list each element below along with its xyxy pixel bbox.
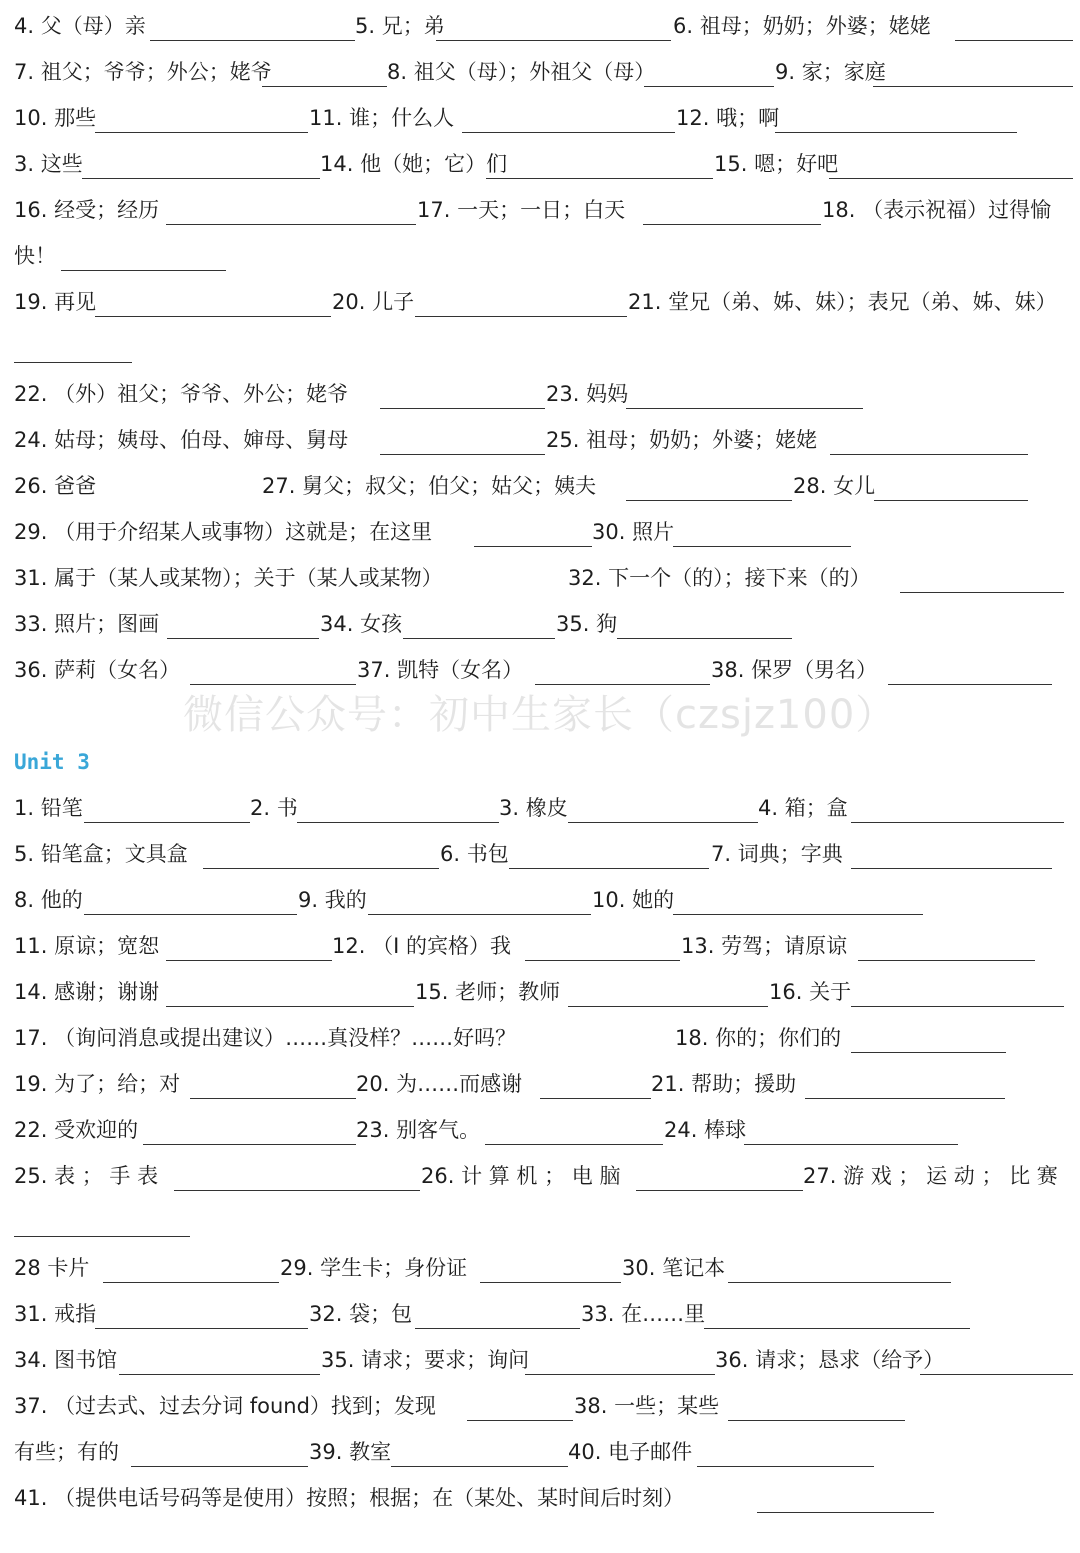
answer-blank[interactable] <box>297 822 499 823</box>
vocab-prompt: 29. 学生卡；身份证 <box>280 1256 468 1280</box>
answer-blank[interactable] <box>380 408 545 409</box>
vocab-prompt: 41. （提供电话号码等是使用）按照；根据；在（某处、某时间后时刻） <box>14 1486 685 1510</box>
answer-blank[interactable] <box>485 1144 663 1145</box>
worksheet-row <box>0 142 1080 188</box>
answer-blank[interactable] <box>14 1236 190 1237</box>
answer-blank[interactable] <box>704 1328 970 1329</box>
vocab-prompt: 4. 箱；盒 <box>758 796 848 820</box>
worksheet-row <box>0 924 1080 970</box>
answer-blank[interactable] <box>851 822 1064 823</box>
vocab-prompt: 12. 哦；啊 <box>676 106 780 130</box>
vocab-prompt: 9. 我的 <box>298 888 367 912</box>
vocab-prompt: 35. 请求；要求；询问 <box>321 1348 530 1372</box>
vocab-prompt: 32. 袋；包 <box>309 1302 413 1326</box>
vocab-prompt: 14. 感谢；谢谢 <box>14 980 160 1004</box>
vocab-prompt: 1. 铅笔 <box>14 796 83 820</box>
worksheet-row <box>0 234 1080 280</box>
answer-blank[interactable] <box>830 454 1028 455</box>
answer-blank[interactable] <box>166 960 332 961</box>
vocab-prompt: 33. 照片；图画 <box>14 612 160 636</box>
vocab-prompt: 27. 游 戏 ； 运 动 ； 比 赛 <box>803 1164 1058 1188</box>
answer-blank[interactable] <box>955 40 1073 41</box>
answer-blank[interactable] <box>900 592 1064 593</box>
answer-blank[interactable] <box>858 960 1035 961</box>
vocab-prompt: 21. 帮助；援助 <box>651 1072 797 1096</box>
vocab-prompt: 39. 教室 <box>309 1440 392 1464</box>
vocab-prompt: 15. 老师；教师 <box>415 980 561 1004</box>
vocab-prompt: 30. 笔记本 <box>622 1256 726 1280</box>
worksheet-row <box>0 1338 1080 1384</box>
vocab-prompt: 8. 他的 <box>14 888 83 912</box>
answer-blank[interactable] <box>391 1466 568 1467</box>
answer-blank[interactable] <box>644 86 774 87</box>
vocab-prompt: 5. 兄；弟 <box>355 14 445 38</box>
vocab-prompt: 7. 祖父；爷爷；外公；姥爷 <box>14 60 272 84</box>
worksheet-row <box>0 832 1080 878</box>
vocab-prompt: 34. 女孩 <box>320 612 403 636</box>
vocab-prompt: 20. 儿子 <box>332 290 415 314</box>
vocab-prompt: 34. 图书馆 <box>14 1348 118 1372</box>
watermark: 微信公众号：初中生家长（czsjz100） <box>183 692 897 738</box>
vocab-prompt: 20. 为……而感谢 <box>356 1072 523 1096</box>
vocab-prompt: 22. （外）祖父；爷爷、外公；姥爷 <box>14 382 349 406</box>
vocab-prompt: 7. 词典；字典 <box>711 842 843 866</box>
answer-blank[interactable] <box>467 1420 573 1421</box>
vocab-prompt: 28. 女儿 <box>793 474 876 498</box>
vocab-prompt: 33. 在……里 <box>581 1302 706 1326</box>
vocab-prompt: 36. 萨莉（女名） <box>14 658 181 682</box>
vocab-prompt: 18. （表示祝福）过得愉 <box>822 198 1052 222</box>
vocab-prompt: 有些；有的 <box>14 1440 119 1464</box>
worksheet-row <box>0 1476 1080 1522</box>
worksheet-row <box>0 326 1080 372</box>
answer-blank[interactable] <box>829 178 1073 179</box>
vocab-prompt: 23. 别客气。 <box>356 1118 481 1142</box>
answer-blank[interactable] <box>540 1098 651 1099</box>
worksheet-row <box>0 510 1080 556</box>
vocab-prompt: 10. 她的 <box>592 888 675 912</box>
answer-blank[interactable] <box>474 546 592 547</box>
vocab-prompt: 30. 照片 <box>592 520 675 544</box>
worksheet-row <box>0 188 1080 234</box>
answer-blank[interactable] <box>486 178 713 179</box>
answer-blank[interactable] <box>95 1328 308 1329</box>
answer-blank[interactable] <box>888 684 1052 685</box>
worksheet-row <box>0 970 1080 1016</box>
answer-blank[interactable] <box>728 1420 905 1421</box>
answer-blank[interactable] <box>166 1006 414 1007</box>
answer-blank[interactable] <box>415 1328 580 1329</box>
answer-blank[interactable] <box>415 316 627 317</box>
vocab-prompt: 14. 他（她；它）们 <box>320 152 508 176</box>
vocab-prompt: 24. 姑母；姨母、伯母、婶母、舅母 <box>14 428 349 452</box>
answer-blank[interactable] <box>167 638 319 639</box>
vocab-prompt: 快！ <box>14 244 56 268</box>
answer-blank[interactable] <box>525 1374 715 1375</box>
answer-blank[interactable] <box>190 1098 356 1099</box>
answer-blank[interactable] <box>174 1190 420 1191</box>
worksheet-row <box>0 1292 1080 1338</box>
answer-blank[interactable] <box>143 1144 356 1145</box>
vocab-prompt: 25. 祖母；奶奶；外婆；姥姥 <box>546 428 818 452</box>
answer-blank[interactable] <box>673 546 851 547</box>
answer-blank[interactable] <box>873 86 1073 87</box>
vocab-prompt: 4. 父（母）亲 <box>14 14 146 38</box>
vocab-prompt: 38. 一些；某些 <box>574 1394 720 1418</box>
vocab-prompt: 15. 嗯；好吧 <box>714 152 839 176</box>
worksheet-row <box>0 1016 1080 1062</box>
vocab-prompt: 8. 祖父（母）；外祖父（母） <box>387 60 656 84</box>
vocab-prompt: 31. 属于（某人或某物）；关于（某人或某物） <box>14 566 443 590</box>
answer-blank[interactable] <box>262 86 387 87</box>
vocab-prompt: 12. （I 的宾格）我 <box>332 934 511 958</box>
vocab-prompt: 6. 书包 <box>440 842 509 866</box>
vocab-prompt: 2. 书 <box>250 796 298 820</box>
worksheet-row <box>0 878 1080 924</box>
vocab-prompt: 31. 戒指 <box>14 1302 97 1326</box>
vocab-prompt: 38. 保罗（男名） <box>711 658 878 682</box>
vocab-prompt: 28 卡片 <box>14 1256 90 1280</box>
answer-blank[interactable] <box>82 178 320 179</box>
worksheet-row <box>0 1200 1080 1246</box>
worksheet-row <box>0 50 1080 96</box>
answer-blank[interactable] <box>851 1052 1006 1053</box>
answer-blank[interactable] <box>728 1282 951 1283</box>
answer-blank[interactable] <box>744 1144 958 1145</box>
answer-blank[interactable] <box>131 1466 308 1467</box>
vocab-prompt: 36. 请求；恳求（给予） <box>715 1348 945 1372</box>
vocab-prompt: 27. 舅父；叔父；伯父；姑父；姨夫 <box>262 474 597 498</box>
vocab-prompt: 9. 家；家庭 <box>775 60 886 84</box>
answer-blank[interactable] <box>462 132 675 133</box>
vocab-prompt: 24. 棒球 <box>664 1118 747 1142</box>
vocab-prompt: 13. 劳驾；请原谅 <box>681 934 848 958</box>
vocab-prompt: 5. 铅笔盒；文具盒 <box>14 842 188 866</box>
vocab-prompt: 29. （用于介绍某人或事物）这就是；在这里 <box>14 520 433 544</box>
worksheet-row <box>0 602 1080 648</box>
answer-blank[interactable] <box>920 1374 1073 1375</box>
vocab-prompt: 19. 为了；给；对 <box>14 1072 181 1096</box>
answer-blank[interactable] <box>61 270 226 271</box>
worksheet-row <box>0 96 1080 142</box>
answer-blank[interactable] <box>368 914 591 915</box>
answer-blank[interactable] <box>568 1006 768 1007</box>
answer-blank[interactable] <box>626 408 863 409</box>
answer-blank[interactable] <box>509 868 709 869</box>
worksheet-row <box>0 1108 1080 1154</box>
vocab-prompt: 16. 经受；经历 <box>14 198 160 222</box>
worksheet-row <box>0 1062 1080 1108</box>
vocab-prompt: 23. 妈妈 <box>546 382 629 406</box>
vocab-prompt: 19. 再见 <box>14 290 97 314</box>
answer-blank[interactable] <box>150 40 355 41</box>
vocab-prompt: 26. 计 算 机 ； 电 脑 <box>421 1164 621 1188</box>
answer-blank[interactable] <box>626 500 792 501</box>
vocab-prompt: 37. 凯特（女名） <box>357 658 524 682</box>
worksheet-row <box>0 1384 1080 1430</box>
worksheet-row <box>0 1246 1080 1292</box>
answer-blank[interactable] <box>403 638 555 639</box>
worksheet-row <box>0 1430 1080 1476</box>
answer-blank[interactable] <box>636 1190 803 1191</box>
vocab-prompt: 11. 原谅；宽恕 <box>14 934 160 958</box>
vocab-prompt: 16. 关于 <box>769 980 852 1004</box>
vocab-prompt: 3. 这些 <box>14 152 83 176</box>
worksheet-row <box>0 280 1080 326</box>
worksheet-row <box>0 372 1080 418</box>
unit-3-heading: Unit 3 <box>14 750 90 774</box>
answer-blank[interactable] <box>525 960 680 961</box>
vocab-prompt: 25. 表 ； 手 表 <box>14 1164 159 1188</box>
answer-blank[interactable] <box>380 454 545 455</box>
vocab-prompt: 3. 橡皮 <box>499 796 568 820</box>
worksheet-row <box>0 786 1080 832</box>
answer-blank[interactable] <box>203 868 439 869</box>
answer-blank[interactable] <box>436 40 671 41</box>
vocab-prompt: 35. 狗 <box>556 612 618 636</box>
vocab-prompt: 37. （过去式、过去分词 found）找到；发现 <box>14 1394 436 1418</box>
answer-blank[interactable] <box>805 1098 1005 1099</box>
answer-blank[interactable] <box>851 1006 1064 1007</box>
vocab-prompt: 22. 受欢迎的 <box>14 1118 139 1142</box>
answer-blank[interactable] <box>568 822 758 823</box>
answer-blank[interactable] <box>14 362 132 363</box>
vocab-prompt: 18. 你的；你们的 <box>675 1026 842 1050</box>
answer-blank[interactable] <box>643 224 821 225</box>
worksheet-row <box>0 4 1080 50</box>
answer-blank[interactable] <box>775 132 1017 133</box>
answer-blank[interactable] <box>673 914 923 915</box>
answer-blank[interactable] <box>851 868 1052 869</box>
answer-blank[interactable] <box>480 1282 621 1283</box>
answer-blank[interactable] <box>757 1512 934 1513</box>
answer-blank[interactable] <box>166 224 416 225</box>
vocab-prompt: 17. 一天；一日；白天 <box>417 198 626 222</box>
answer-blank[interactable] <box>119 1374 320 1375</box>
worksheet-row <box>0 556 1080 602</box>
answer-blank[interactable] <box>95 132 308 133</box>
answer-blank[interactable] <box>95 316 331 317</box>
worksheet-row <box>0 1154 1080 1200</box>
vocab-prompt: 40. 电子邮件 <box>568 1440 693 1464</box>
vocab-prompt: 6. 祖母；奶奶；外婆；姥姥 <box>673 14 931 38</box>
worksheet-row <box>0 418 1080 464</box>
vocab-prompt: 10. 那些 <box>14 106 97 130</box>
vocab-prompt: 17. （询问消息或提出建议）……真没样？……好吗？ <box>14 1026 517 1050</box>
answer-blank[interactable] <box>697 1466 874 1467</box>
answer-blank[interactable] <box>84 822 250 823</box>
answer-blank[interactable] <box>874 500 1028 501</box>
worksheet-row <box>0 464 1080 510</box>
answer-blank[interactable] <box>84 914 297 915</box>
vocab-prompt: 21. 堂兄（弟、姊、妹）；表兄（弟、姊、妹） <box>628 290 1057 314</box>
vocab-prompt: 26. 爸爸 <box>14 474 97 498</box>
answer-blank[interactable] <box>103 1282 279 1283</box>
answer-blank[interactable] <box>617 638 792 639</box>
vocab-prompt: 32. 下一个（的）；接下来（的） <box>568 566 871 590</box>
vocab-prompt: 11. 谁；什么人 <box>309 106 455 130</box>
